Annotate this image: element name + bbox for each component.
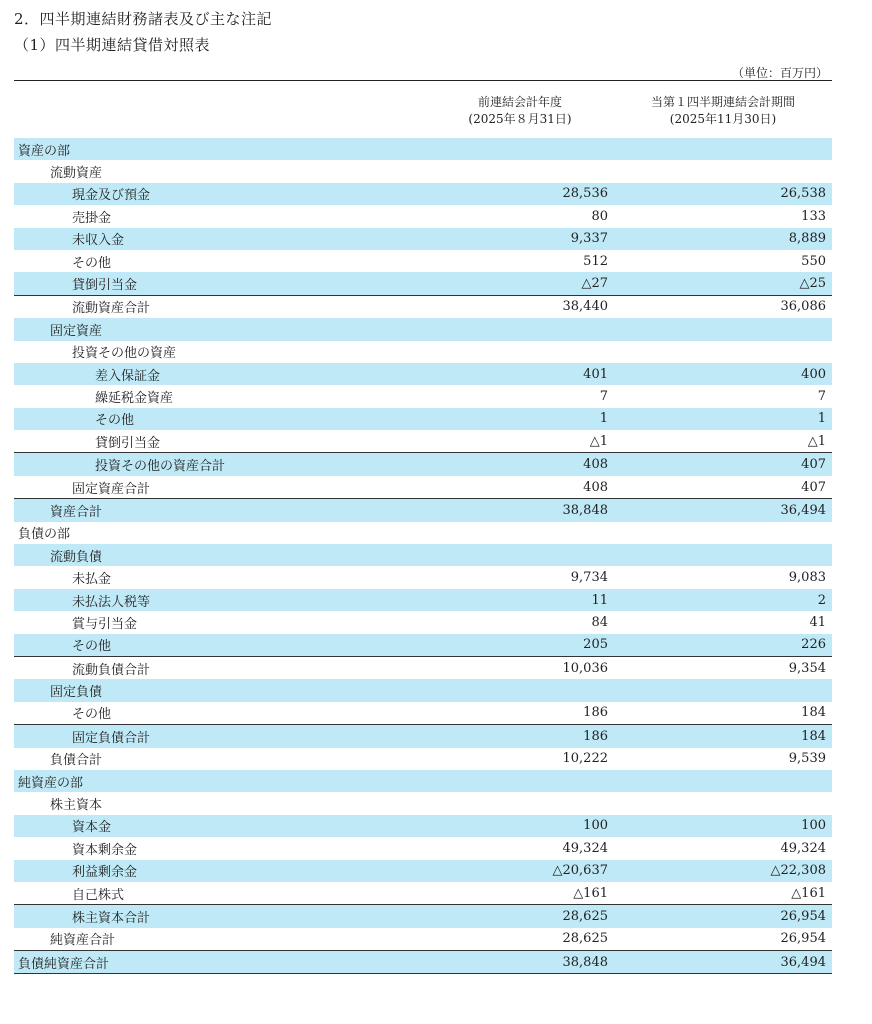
table-row bbox=[14, 634, 832, 657]
previous-period-value: 10,222 bbox=[562, 751, 608, 767]
row-label: その他 bbox=[14, 408, 430, 430]
current-period-value: 7 bbox=[817, 388, 826, 404]
previous-period-value: 28,536 bbox=[430, 183, 614, 205]
balance-sheet-table bbox=[14, 138, 832, 974]
row-label: 負債合計 bbox=[50, 753, 103, 769]
previous-period-value bbox=[430, 160, 614, 182]
current-period-value: 9,083 bbox=[788, 570, 826, 586]
column-header-current-date: (2025年11月30日) bbox=[669, 112, 777, 126]
row-label: 現金及び預金 bbox=[14, 183, 430, 205]
table-row bbox=[14, 748, 832, 770]
previous-period-value: 38,848 bbox=[430, 499, 614, 522]
row-label: 固定負債 bbox=[14, 679, 430, 701]
previous-period-value: 11 bbox=[430, 589, 614, 611]
table-row bbox=[14, 566, 832, 588]
previous-period-value: 408 bbox=[430, 453, 614, 476]
row-label: 貸倒引当金 bbox=[95, 435, 161, 451]
row-label: 資産合計 bbox=[14, 499, 430, 522]
previous-period-value: 401 bbox=[430, 363, 614, 385]
column-header-previous bbox=[430, 94, 610, 128]
previous-period-value: △1 bbox=[589, 433, 608, 449]
table-row bbox=[14, 138, 832, 160]
current-period-value: 550 bbox=[801, 253, 826, 269]
previous-period-value: △161 bbox=[573, 885, 608, 901]
row-label: 固定負債合計 bbox=[14, 725, 430, 748]
row-label: 売掛金 bbox=[72, 210, 112, 226]
section-heading: 2．四半期連結財務諸表及び主な注記 bbox=[14, 10, 273, 28]
table-row bbox=[14, 928, 832, 951]
previous-period-value bbox=[430, 318, 614, 340]
previous-period-value: 38,440 bbox=[430, 295, 614, 318]
row-label: 負債の部 bbox=[18, 527, 71, 543]
column-header-current bbox=[616, 94, 830, 128]
current-period-value: △25 bbox=[614, 272, 832, 295]
row-label: 利益剰余金 bbox=[14, 860, 430, 882]
row-label: 株主資本合計 bbox=[14, 905, 430, 928]
current-period-value: 184 bbox=[801, 705, 826, 721]
row-label: 負債純資産合計 bbox=[14, 951, 430, 974]
table-row bbox=[14, 160, 832, 182]
current-period-value: 133 bbox=[801, 208, 826, 224]
current-period-value: 26,954 bbox=[780, 931, 826, 947]
current-period-value: 100 bbox=[614, 815, 832, 837]
previous-period-value: 28,625 bbox=[562, 931, 608, 947]
current-period-value bbox=[614, 341, 832, 363]
table-row bbox=[14, 792, 832, 814]
previous-period-value bbox=[430, 679, 614, 701]
subsection-heading: （1）四半期連結貸借対照表 bbox=[14, 36, 211, 54]
row-label: 未払法人税等 bbox=[14, 589, 430, 611]
table-row bbox=[14, 837, 832, 859]
row-label: 資本金 bbox=[14, 815, 430, 837]
table-row bbox=[14, 295, 832, 318]
current-period-value: 407 bbox=[801, 479, 826, 495]
previous-period-value: △20,637 bbox=[430, 860, 614, 882]
previous-period-value: 1 bbox=[430, 408, 614, 430]
current-period-value: △161 bbox=[791, 885, 826, 901]
row-label: その他 bbox=[72, 255, 112, 271]
table-row bbox=[14, 905, 832, 928]
current-period-value: 36,494 bbox=[614, 951, 832, 974]
column-header-previous-title: 前連結会計年度 bbox=[477, 95, 562, 109]
previous-period-value: 186 bbox=[583, 705, 608, 721]
current-period-value: 26,538 bbox=[614, 183, 832, 205]
row-label: 固定資産 bbox=[14, 318, 430, 340]
table-row bbox=[14, 318, 832, 340]
current-period-value: 1 bbox=[614, 408, 832, 430]
previous-period-value: 186 bbox=[430, 725, 614, 748]
row-label: 流動負債合計 bbox=[14, 656, 430, 679]
column-header-previous-date: (2025年８月31日) bbox=[468, 112, 572, 126]
current-period-value: △1 bbox=[807, 433, 826, 449]
previous-period-value: 7 bbox=[599, 388, 608, 404]
table-row bbox=[14, 656, 832, 679]
row-label: 繰延税金資産 bbox=[95, 390, 174, 406]
current-period-value bbox=[614, 770, 832, 792]
previous-period-value: 9,337 bbox=[430, 228, 614, 250]
table-row bbox=[14, 860, 832, 882]
previous-period-value: 205 bbox=[430, 634, 614, 657]
current-period-value: 184 bbox=[614, 725, 832, 748]
previous-period-value bbox=[430, 138, 614, 160]
current-period-value bbox=[614, 792, 832, 814]
previous-period-value bbox=[430, 792, 614, 814]
row-label: 未払金 bbox=[72, 572, 112, 588]
row-label: 差入保証金 bbox=[14, 363, 430, 385]
row-label: 自己株式 bbox=[72, 887, 125, 903]
row-label: 固定資産合計 bbox=[72, 481, 151, 497]
current-period-value bbox=[614, 160, 832, 182]
row-label: 株主資本 bbox=[50, 798, 103, 814]
row-label: 投資その他の資産合計 bbox=[14, 453, 430, 476]
row-label: 投資その他の資産 bbox=[72, 346, 177, 362]
table-row bbox=[14, 725, 832, 748]
row-label: 未収入金 bbox=[14, 228, 430, 250]
unit-label: （単位：百万円） bbox=[731, 66, 828, 80]
previous-period-value bbox=[430, 770, 614, 792]
previous-period-value: 38,848 bbox=[430, 951, 614, 974]
previous-period-value: 512 bbox=[583, 253, 608, 269]
table-row bbox=[14, 205, 832, 227]
current-period-value: 26,954 bbox=[614, 905, 832, 928]
table-row bbox=[14, 951, 832, 974]
previous-period-value: 100 bbox=[430, 815, 614, 837]
current-period-value bbox=[614, 138, 832, 160]
row-label: 純資産の部 bbox=[14, 770, 430, 792]
previous-period-value: 84 bbox=[591, 614, 608, 630]
table-row bbox=[14, 815, 832, 837]
current-period-value: 400 bbox=[614, 363, 832, 385]
row-label: 資産の部 bbox=[14, 138, 430, 160]
table-row bbox=[14, 770, 832, 792]
row-label: 純資産合計 bbox=[50, 933, 116, 949]
previous-period-value: 28,625 bbox=[430, 905, 614, 928]
row-label: 貸倒引当金 bbox=[14, 272, 430, 295]
table-row bbox=[14, 228, 832, 250]
previous-period-value: 10,036 bbox=[430, 656, 614, 679]
current-period-value bbox=[614, 522, 832, 544]
balance-sheet-rows bbox=[14, 138, 832, 974]
current-period-value: 2 bbox=[614, 589, 832, 611]
table-row bbox=[14, 882, 832, 905]
table-row bbox=[14, 183, 832, 205]
current-period-value: 407 bbox=[614, 453, 832, 476]
table-row bbox=[14, 522, 832, 544]
table-row bbox=[14, 385, 832, 407]
table-row bbox=[14, 476, 832, 499]
table-row bbox=[14, 430, 832, 453]
current-period-value: 41 bbox=[809, 614, 826, 630]
top-rule bbox=[14, 80, 832, 81]
table-row bbox=[14, 679, 832, 701]
row-label: 流動資産 bbox=[50, 166, 103, 182]
current-period-value bbox=[614, 544, 832, 566]
row-label: その他 bbox=[14, 634, 430, 657]
row-label: 資本剰余金 bbox=[72, 842, 138, 858]
current-period-value: 8,889 bbox=[614, 228, 832, 250]
previous-period-value bbox=[430, 341, 614, 363]
table-row bbox=[14, 250, 832, 272]
current-period-value: △22,308 bbox=[614, 860, 832, 882]
row-label: 流動資産合計 bbox=[14, 295, 430, 318]
current-period-value bbox=[614, 318, 832, 340]
previous-period-value: 408 bbox=[583, 479, 608, 495]
previous-period-value: △27 bbox=[430, 272, 614, 295]
table-row bbox=[14, 544, 832, 566]
current-period-value: 9,539 bbox=[788, 751, 826, 767]
table-row bbox=[14, 499, 832, 522]
current-period-value: 36,086 bbox=[614, 295, 832, 318]
row-label: 流動負債 bbox=[14, 544, 430, 566]
table-row bbox=[14, 341, 832, 363]
table-row bbox=[14, 363, 832, 385]
current-period-value: 9,354 bbox=[614, 656, 832, 679]
previous-period-value bbox=[430, 544, 614, 566]
previous-period-value: 49,324 bbox=[562, 840, 608, 856]
table-row bbox=[14, 611, 832, 633]
column-header-current-title: 当第１四半期連結会計期間 bbox=[650, 95, 795, 109]
current-period-value: 49,324 bbox=[780, 840, 826, 856]
table-row bbox=[14, 453, 832, 476]
current-period-value: 36,494 bbox=[614, 499, 832, 522]
table-row bbox=[14, 702, 832, 725]
table-row bbox=[14, 408, 832, 430]
previous-period-value: 80 bbox=[591, 208, 608, 224]
previous-period-value: 9,734 bbox=[570, 570, 608, 586]
row-label: その他 bbox=[72, 707, 112, 723]
table-row bbox=[14, 272, 832, 295]
row-label: 賞与引当金 bbox=[72, 616, 138, 632]
current-period-value: 226 bbox=[614, 634, 832, 657]
current-period-value bbox=[614, 679, 832, 701]
table-row bbox=[14, 589, 832, 611]
previous-period-value bbox=[430, 522, 614, 544]
